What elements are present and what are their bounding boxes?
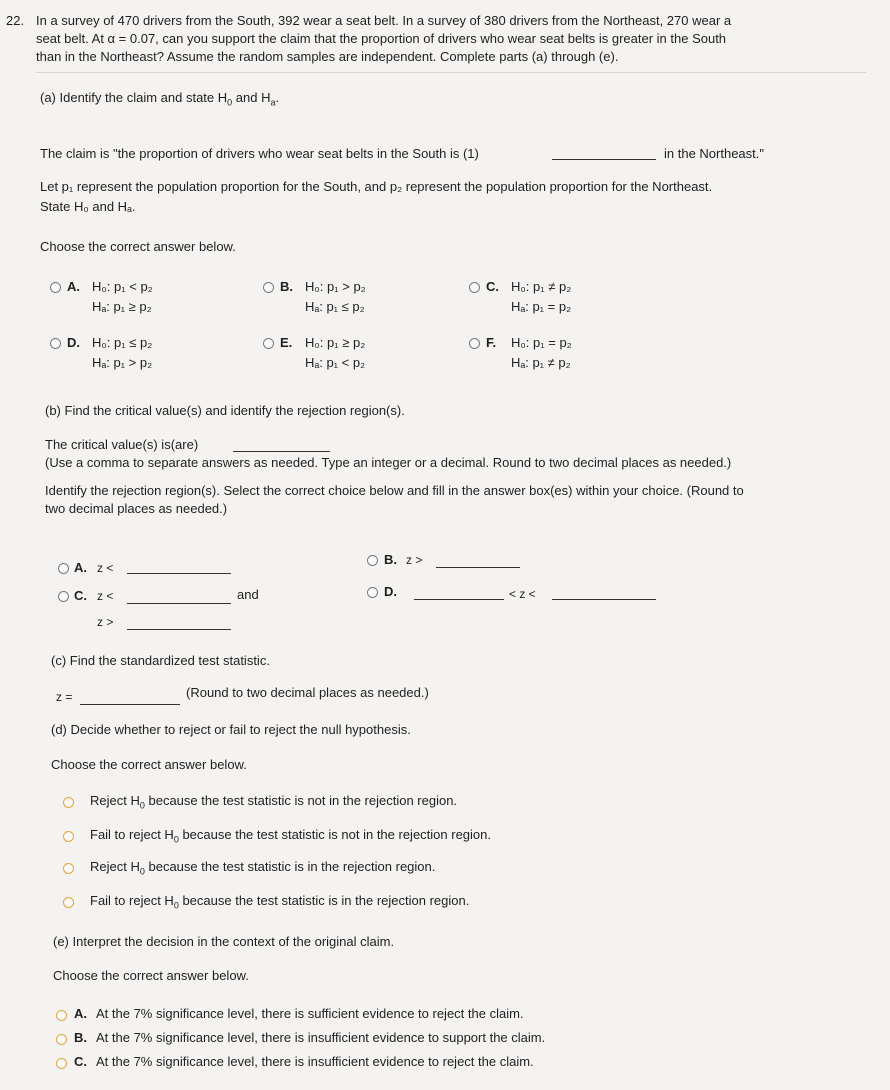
decision-option-1-radio[interactable] bbox=[63, 797, 74, 808]
region-b-input[interactable] bbox=[436, 567, 520, 568]
option-b-radio[interactable] bbox=[263, 282, 274, 293]
option-a-radio[interactable] bbox=[50, 282, 61, 293]
option-c-ha: Hₐ: p₁ = p₂ bbox=[511, 299, 572, 314]
claim-dropdown-1[interactable] bbox=[552, 159, 656, 160]
option-b-h0: H₀: p₁ > p₂ bbox=[305, 279, 366, 294]
interpret-a-label: A. bbox=[74, 1006, 87, 1021]
option-f-radio[interactable] bbox=[469, 338, 480, 349]
option-d-ha: Hₐ: p₁ > p₂ bbox=[92, 355, 153, 370]
region-c-text-1: z < bbox=[97, 589, 114, 603]
decision-option-4: Fail to reject $H_0$ because the test statistic is in the rejection region. bbox=[90, 893, 470, 911]
part-d-instruction: Choose the correct answer below. bbox=[51, 757, 247, 772]
problem-text-line-1: In a survey of 470 drivers from the South, 392 wear a seat belt. In a survey of 380 drivers from the Northeast, 270 wear a bbox=[36, 13, 732, 28]
claim-text: The claim is "the proportion of drivers who wear seat belts in the South is (1) bbox=[40, 146, 479, 161]
region-c-label: C. bbox=[74, 588, 87, 603]
option-d-radio[interactable] bbox=[50, 338, 61, 349]
region-c-input-1[interactable] bbox=[127, 603, 231, 604]
part-a-instruction: Choose the correct answer below. bbox=[40, 239, 236, 254]
interpret-b-label: B. bbox=[74, 1030, 87, 1045]
option-d-h0: H₀: p₁ ≤ p₂ bbox=[92, 335, 153, 350]
interpret-c-text: At the 7% significance level, there is insufficient evidence to reject the claim. bbox=[96, 1054, 534, 1069]
option-a-ha: Hₐ: p₁ ≥ p₂ bbox=[92, 299, 152, 314]
part-c-heading: (c) Find the standardized test statistic. bbox=[51, 653, 270, 668]
region-c-input-2[interactable] bbox=[127, 629, 231, 630]
region-b-label: B. bbox=[384, 552, 397, 567]
option-d-label: D. bbox=[67, 335, 80, 350]
region-d-label: D. bbox=[384, 584, 397, 599]
option-f-h0: H₀: p₁ = p₂ bbox=[511, 335, 572, 350]
interpret-b-text: At the 7% significance level, there is insufficient evidence to support the claim. bbox=[96, 1030, 546, 1045]
problem-text-line-2: seat belt. At α = 0.07, can you support the claim that the proportion of drivers who wear seat belts is greater in the South bbox=[36, 31, 727, 46]
part-d-heading: (d) Decide whether to reject or fail to reject the null hypothesis. bbox=[51, 722, 411, 737]
part-e-heading: (e) Interpret the decision in the context of the original claim. bbox=[53, 934, 395, 949]
option-f-label: F. bbox=[486, 335, 497, 350]
interpret-a-radio[interactable] bbox=[56, 1010, 67, 1021]
option-e-h0: H₀: p₁ ≥ p₂ bbox=[305, 335, 366, 350]
problem-text-line-3: than in the Northeast? Assume the random samples are independent. Complete parts (a) through (e). bbox=[36, 49, 619, 64]
region-a-input[interactable] bbox=[127, 573, 231, 574]
part-b-heading: (b) Find the critical value(s) and identify the rejection region(s). bbox=[45, 403, 405, 418]
region-a-label: A. bbox=[74, 560, 87, 575]
region-d-input-2[interactable] bbox=[552, 599, 656, 600]
decision-option-1: Reject $H_0$ because the test statistic is not in the rejection region. bbox=[90, 793, 458, 811]
region-d-text: < z < bbox=[509, 587, 536, 601]
option-e-radio[interactable] bbox=[263, 338, 274, 349]
z-label: z = bbox=[56, 690, 73, 704]
option-c-h0: H₀: p₁ ≠ p₂ bbox=[511, 279, 572, 294]
region-d-input-1[interactable] bbox=[414, 599, 504, 600]
critical-value-note: (Use a comma to separate answers as needed. Type an integer or a decimal. Round to two decimal places as needed.) bbox=[45, 455, 732, 470]
region-a-text: z < bbox=[97, 561, 114, 575]
region-a-radio[interactable] bbox=[58, 563, 69, 574]
critical-value-label: The critical value(s) is(are) bbox=[45, 437, 199, 452]
region-c-and: and bbox=[237, 587, 259, 602]
critical-value-input[interactable] bbox=[233, 451, 330, 452]
test-statistic-note: (Round to two decimal places as needed.) bbox=[186, 685, 429, 700]
region-c-text-2: z > bbox=[97, 615, 114, 629]
option-e-ha: Hₐ: p₁ < p₂ bbox=[305, 355, 366, 370]
option-b-ha: Hₐ: p₁ ≤ p₂ bbox=[305, 299, 365, 314]
option-e-label: E. bbox=[280, 335, 293, 350]
option-c-label: C. bbox=[486, 279, 499, 294]
divider bbox=[36, 72, 866, 73]
claim-text-end: in the Northeast." bbox=[664, 146, 765, 161]
option-a-label: A. bbox=[67, 279, 80, 294]
option-f-ha: Hₐ: p₁ ≠ p₂ bbox=[511, 355, 571, 370]
option-a-h0: H₀: p₁ < p₂ bbox=[92, 279, 153, 294]
option-b-label: B. bbox=[280, 279, 293, 294]
part-e-instruction: Choose the correct answer below. bbox=[53, 968, 249, 983]
decision-option-3-radio[interactable] bbox=[63, 863, 74, 874]
region-b-text: z > bbox=[406, 553, 423, 567]
interpret-a-text: At the 7% significance level, there is sufficient evidence to reject the claim. bbox=[96, 1006, 524, 1021]
test-statistic-input[interactable] bbox=[80, 704, 180, 705]
interpret-c-label: C. bbox=[74, 1054, 87, 1069]
rejection-region-text-2: two decimal places as needed.) bbox=[45, 501, 228, 516]
interpret-c-radio[interactable] bbox=[56, 1058, 67, 1069]
part-a-heading: (a) Identify the claim and state $H_0$ and $H_a$. bbox=[40, 90, 280, 108]
region-d-radio[interactable] bbox=[367, 587, 378, 598]
let-text-line-1: Let p₁ represent the population proportion for the South, and p₂ represent the population proportion for the Northeast. bbox=[40, 179, 713, 194]
region-c-radio[interactable] bbox=[58, 591, 69, 602]
decision-option-2-radio[interactable] bbox=[63, 831, 74, 842]
decision-option-3: Reject $H_0$ because the test statistic is in the rejection region. bbox=[90, 859, 436, 877]
interpret-b-radio[interactable] bbox=[56, 1034, 67, 1045]
rejection-region-text-1: Identify the rejection region(s). Select the correct choice below and fill in the answer box(es) within your choice. (Round to bbox=[45, 483, 744, 498]
let-text-line-2: State H₀ and Hₐ. bbox=[40, 199, 136, 214]
decision-option-2: Fail to reject $H_0$ because the test statistic is not in the rejection region. bbox=[90, 827, 491, 845]
option-c-radio[interactable] bbox=[469, 282, 480, 293]
problem-number: 22. bbox=[6, 13, 25, 28]
decision-option-4-radio[interactable] bbox=[63, 897, 74, 908]
region-b-radio[interactable] bbox=[367, 555, 378, 566]
